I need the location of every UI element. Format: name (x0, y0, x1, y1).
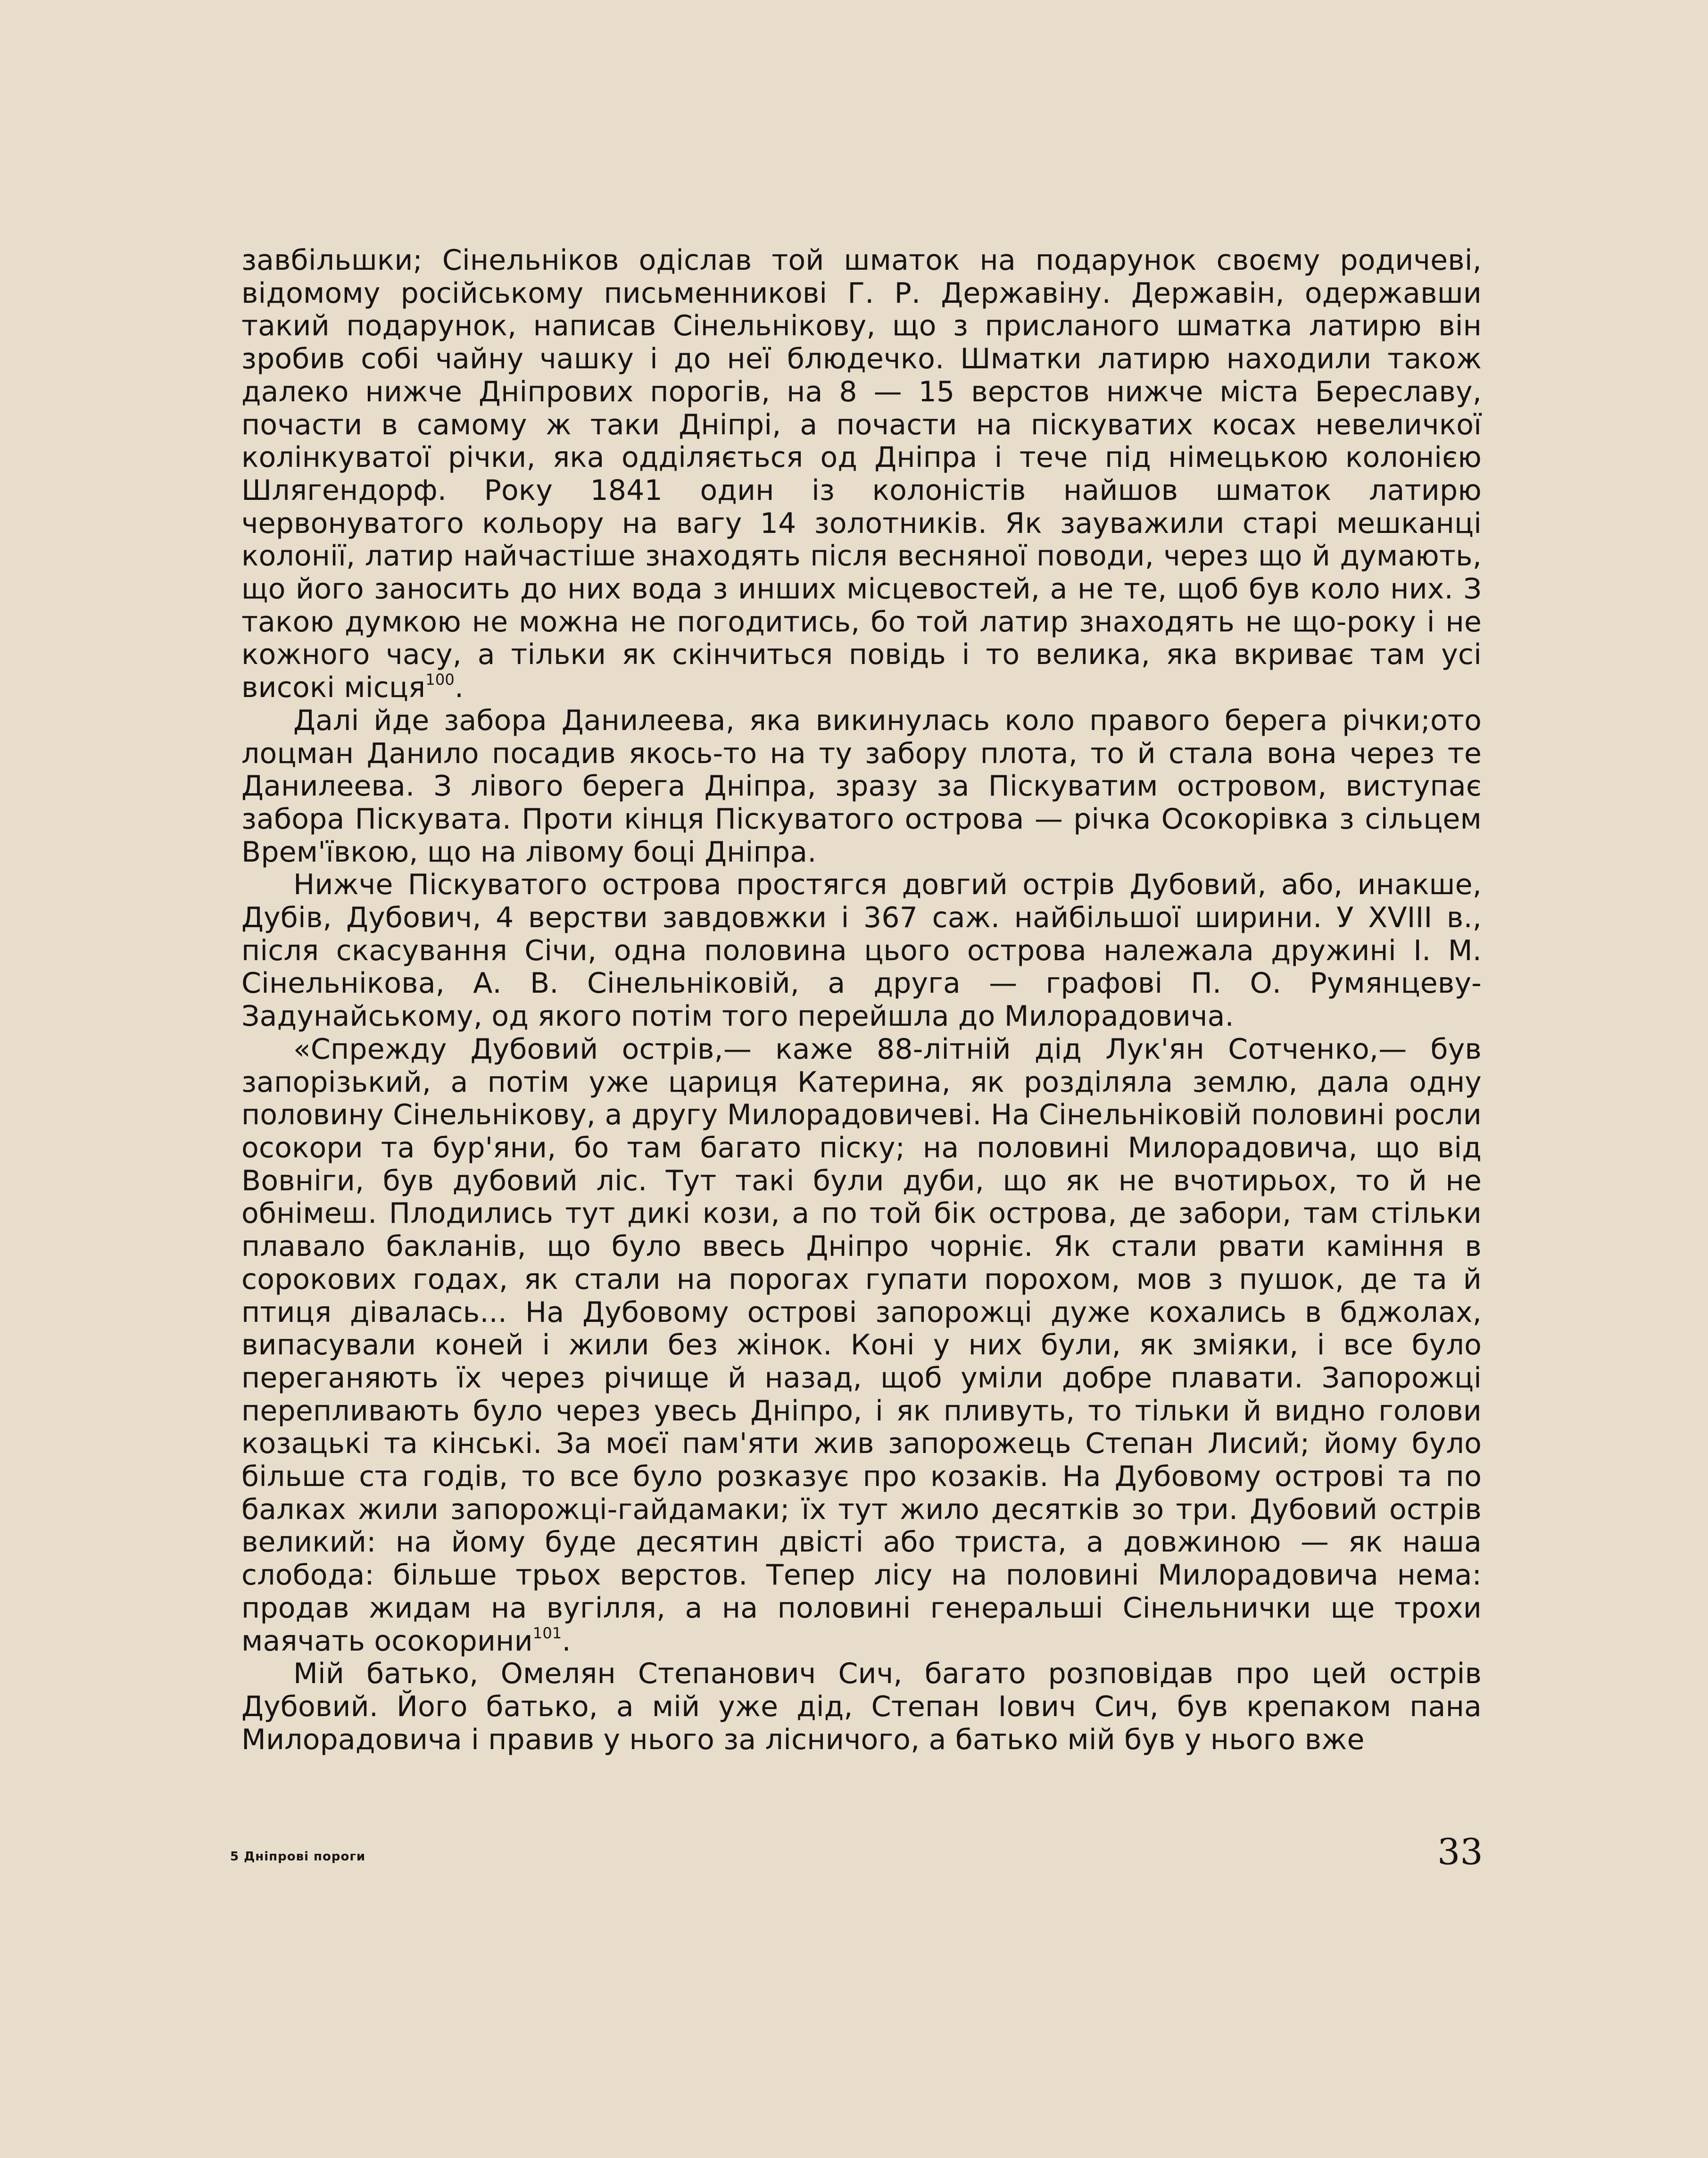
paragraph-2 (241, 705, 1482, 869)
paragraph-1-end: . (454, 671, 464, 705)
body-text (241, 244, 1482, 1756)
paragraph-4-text: «Спрежду Дубовий острів,— каже 88-літній дід Лук'ян Сотченко,— був запорізький, а потім уже цариця Катерина, як розділяла землю, дала одну половину Сінельнікову, а другу Милорадовичеві. На Сінельніковій половині росли осокори та бур'яни, бо там багато піску; на половині Милорадовича, що від Вовніги, був дубовий ліс. Тут такі були дуби, що як не вчотирьох, то й не обнімеш. Плодились тут дикі кози, а по той бік острова, де забори, там стільки плавало бакланів, що було ввесь Дніпро чорніє. Як стали рвати каміння в сорокових годах, як стали на порогах гупати порохом, мов з пушок, де та й птиця дівалась... На Дубовому острові запорожці дуже кохались в бджолах, випасували коней і жили без жінок. Коні у них були, як зміяки, і все було переганяють їх через річище й назад, щоб уміли добре плавати. Запорожці перепливають було через увесь Дніпро, і як пливуть, то тільки й видно голови козацькі та кінські. За моєї пам'яти жив запорожець Степан Лисий; йому було більше ста годів, то все було розказує про козаків. На Дубовому острові та по балках жили запорожці-гайдамаки; їх тут жило десятків зо три. Дубовий острів великий: на йому буде десятин двісті або триста, а довжиною — як наша слобода: більше трьох верстов. Тепер лісу на половині Милорадовича нема: продав жидам на вугілля, а на половині генеральші Сінельнички ще трохи маячать осокорини (241, 1032, 1482, 1658)
page-number: 33 (1437, 1831, 1483, 1873)
paragraph-3-text: Нижче Піскуватого острова простягся довгий острів Дубовий, або, инакше, Дубів, Дубович, 4 верстви завдовжки і 367 саж. найбільшої ширини. У XVIII в., після скасування Січи, одна половина цього острова належала дружині І. М. Сінельнікова, А. В. Сінельніковій, а друга — графові П. О. Румянцеву-Задунайському, од якого потім того перейшла до Милорадовича. (241, 868, 1482, 1033)
paragraph-3 (241, 869, 1482, 1033)
footnote-ref-100: 100 (425, 671, 455, 689)
paragraph-4-end: . (562, 1624, 571, 1658)
paragraph-4 (241, 1033, 1482, 1658)
paragraph-2-text: Далі йде забора Данилеева, яка викинулась коло правого берега річки;ото лоцман Данило посадив якось-то на ту забору плота, то й стала вона через те Данилеева. З лівого берега Дніпра, зразу за Піскуватим островом, виступає забора Піскувата. Проти кінця Піскуватого острова — річка Осокорівка з сільцем Врем'ївкою, що на лівому боці Дніпра. (241, 704, 1482, 869)
signature-mark: 5 Дніпрові пороги (230, 1850, 366, 1864)
paragraph-1-text: завбільшки; Сінельніков одіслав той шматок на подарунок своєму родичеві, відомому російському письменникові Г. Р. Державіну. Державін, одержавши такий подарунок, написав Сінельнікову, що з присланого шматка латирю він зробив собі чайну чашку і до неї блюдечко. Шматки латирю находили також далеко нижче Дніпрових порогів, на 8 — 15 верстов нижче міста Береславу, почасти в самому ж таки Дніпрі, а почасти на піскуватих косах невеличкої колінкуватої річки, яка одділяється од Дніпра і тече під німецькою колонією Шлягендорф. Року 1841 один із колоністів найшов шматок латирю червонуватого кольору на вагу 14 золотників. Як зауважили старі мешканці колонії, латир найчастіше знаходять після весняної поводи, через що й думають, що його заносить до них вода з инших місцевостей, а не те, щоб був коло них. З такою думкою не можна не погодитись, бо той латир знаходять не що-року і не кожного часу, а тільки як скінчиться повідь і то велика, яка вкриває там усі високі місця (241, 244, 1482, 705)
paragraph-1 (241, 244, 1482, 705)
footnote-ref-101: 101 (532, 1624, 562, 1642)
paragraph-5 (241, 1658, 1482, 1756)
paragraph-5-text: Мій батько, Омелян Степанович Сич, багато розповідав про цей острів Дубовий. Його батько, а мій уже дід, Степан Іович Сич, був крепаком пана Милорадовича і правив у нього за лісничого, а батько мій був у нього вже (241, 1657, 1482, 1756)
